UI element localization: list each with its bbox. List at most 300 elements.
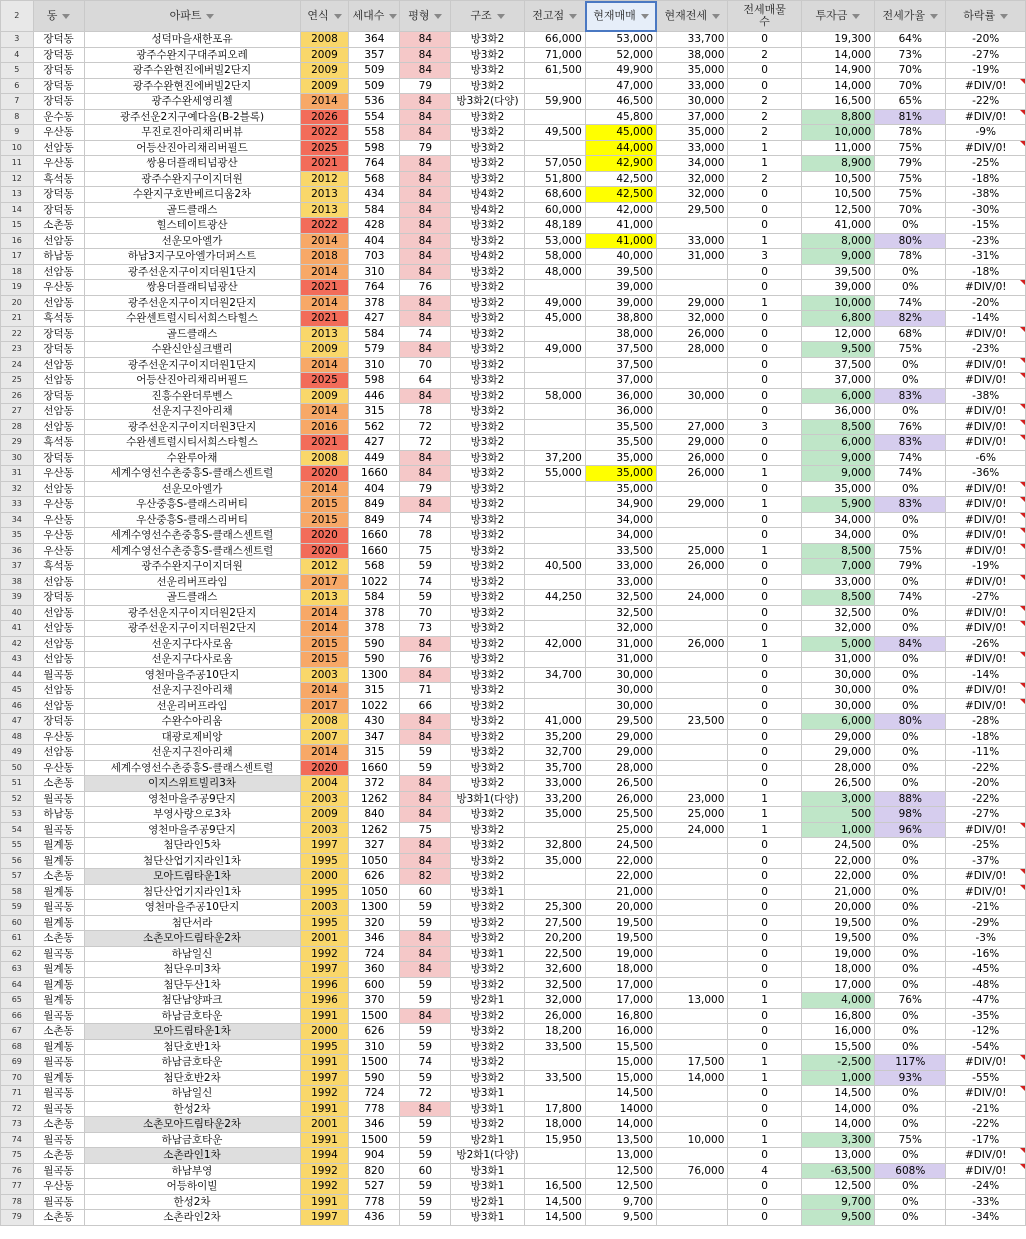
cell-current-jeonse[interactable]: 26,000: [657, 636, 728, 652]
filter-dropdown-icon[interactable]: [852, 14, 860, 19]
cell-size[interactable]: 59: [400, 1024, 451, 1040]
cell-jeonse-listings[interactable]: 0: [728, 512, 801, 528]
cell-jeonse-ratio[interactable]: 0%: [875, 729, 946, 745]
cell-drop-rate[interactable]: #DIV/0!: [946, 869, 1026, 885]
cell-drop-rate[interactable]: -45%: [946, 962, 1026, 978]
row-number[interactable]: 19: [1, 280, 34, 296]
cell-jeonse-ratio[interactable]: 0%: [875, 218, 946, 234]
cell-investment[interactable]: -2,500: [801, 1055, 874, 1071]
cell-investment[interactable]: 37,000: [801, 373, 874, 389]
cell-jeonse-ratio[interactable]: 0%: [875, 1179, 946, 1195]
row-number[interactable]: 59: [1, 900, 34, 916]
cell-current-price[interactable]: 15,000: [585, 1070, 656, 1086]
cell-jeonse-listings[interactable]: 1: [728, 993, 801, 1009]
cell-jeonse-ratio[interactable]: 0%: [875, 481, 946, 497]
cell-size[interactable]: 82: [400, 869, 451, 885]
cell-investment[interactable]: 19,000: [801, 946, 874, 962]
cell-peak-price[interactable]: 49,000: [524, 295, 585, 311]
cell-current-price[interactable]: 47,000: [585, 78, 656, 94]
table-row[interactable]: [1, 311, 1026, 327]
cell-year[interactable]: 2014: [300, 683, 349, 699]
cell-size[interactable]: 75: [400, 822, 451, 838]
cell-structure[interactable]: 방3화2: [451, 450, 524, 466]
row-number[interactable]: 17: [1, 249, 34, 265]
row-number[interactable]: 43: [1, 652, 34, 668]
cell-drop-rate[interactable]: #DIV/0!: [946, 109, 1026, 125]
cell-size[interactable]: 84: [400, 931, 451, 947]
table-row[interactable]: [1, 497, 1026, 513]
cell-investment[interactable]: 9,500: [801, 342, 874, 358]
cell-jeonse-ratio[interactable]: 0%: [875, 1101, 946, 1117]
cell-apartment[interactable]: 첨단우미3차: [84, 962, 300, 978]
cell-investment[interactable]: 14,000: [801, 1101, 874, 1117]
cell-jeonse-listings[interactable]: 0: [728, 326, 801, 342]
cell-current-price[interactable]: 39,000: [585, 280, 656, 296]
cell-peak-price[interactable]: 58,000: [524, 388, 585, 404]
cell-current-price[interactable]: 19,500: [585, 915, 656, 931]
cell-peak-price[interactable]: 35,700: [524, 760, 585, 776]
filter-dropdown-icon[interactable]: [641, 14, 649, 19]
cell-investment[interactable]: 17,000: [801, 977, 874, 993]
cell-current-price[interactable]: 12,500: [585, 1179, 656, 1195]
cell-apartment[interactable]: 하남일신: [84, 946, 300, 962]
row-number[interactable]: 33: [1, 497, 34, 513]
table-row[interactable]: [1, 745, 1026, 761]
cell-jeonse-listings[interactable]: 0: [728, 450, 801, 466]
cell-jeonse-ratio[interactable]: 0%: [875, 1024, 946, 1040]
cell-current-jeonse[interactable]: 29,000: [657, 435, 728, 451]
cell-structure[interactable]: 방3화2: [451, 388, 524, 404]
cell-current-price[interactable]: 25,000: [585, 822, 656, 838]
cell-current-price[interactable]: 32,000: [585, 621, 656, 637]
cell-peak-price[interactable]: [524, 497, 585, 513]
cell-year[interactable]: 2012: [300, 171, 349, 187]
row-number[interactable]: 55: [1, 838, 34, 854]
cell-year[interactable]: 2000: [300, 869, 349, 885]
cell-size[interactable]: 59: [400, 993, 451, 1009]
cell-apartment[interactable]: 선운지구진아리채: [84, 683, 300, 699]
cell-investment[interactable]: 14,900: [801, 63, 874, 79]
cell-peak-price[interactable]: 32,700: [524, 745, 585, 761]
cell-households[interactable]: 509: [349, 78, 400, 94]
cell-drop-rate[interactable]: -28%: [946, 714, 1026, 730]
cell-drop-rate[interactable]: #DIV/0!: [946, 78, 1026, 94]
cell-dong[interactable]: 선암동: [33, 698, 84, 714]
cell-households[interactable]: 764: [349, 156, 400, 172]
cell-year[interactable]: 2020: [300, 466, 349, 482]
cell-apartment[interactable]: 수완센트럴시티서희스타힐스: [84, 311, 300, 327]
table-row[interactable]: [1, 543, 1026, 559]
cell-peak-price[interactable]: [524, 605, 585, 621]
cell-year[interactable]: 2017: [300, 574, 349, 590]
cell-investment[interactable]: 30,000: [801, 698, 874, 714]
cell-current-price[interactable]: 42,500: [585, 171, 656, 187]
cell-current-jeonse[interactable]: [657, 574, 728, 590]
cell-households[interactable]: 378: [349, 605, 400, 621]
cell-investment[interactable]: 10,000: [801, 125, 874, 141]
cell-households[interactable]: 428: [349, 218, 400, 234]
row-number[interactable]: 36: [1, 543, 34, 559]
cell-dong[interactable]: 하남동: [33, 807, 84, 823]
cell-structure[interactable]: 방3화2: [451, 512, 524, 528]
cell-households[interactable]: 1022: [349, 574, 400, 590]
table-row[interactable]: [1, 636, 1026, 652]
cell-current-jeonse[interactable]: [657, 1148, 728, 1164]
cell-jeonse-ratio[interactable]: 93%: [875, 1070, 946, 1086]
cell-investment[interactable]: 14,000: [801, 47, 874, 63]
row-number[interactable]: 61: [1, 931, 34, 947]
row-number[interactable]: 79: [1, 1210, 34, 1226]
table-row[interactable]: [1, 109, 1026, 125]
cell-investment[interactable]: 5,900: [801, 497, 874, 513]
cell-jeonse-ratio[interactable]: 0%: [875, 1194, 946, 1210]
cell-current-jeonse[interactable]: 29,000: [657, 497, 728, 513]
cell-apartment[interactable]: 어등하이빌: [84, 1179, 300, 1195]
cell-investment[interactable]: 29,000: [801, 729, 874, 745]
cell-drop-rate[interactable]: #DIV/0!: [946, 326, 1026, 342]
table-row[interactable]: [1, 47, 1026, 63]
table-row[interactable]: [1, 233, 1026, 249]
cell-households[interactable]: 703: [349, 249, 400, 265]
cell-apartment[interactable]: 진흥수완더루벤스: [84, 388, 300, 404]
cell-peak-price[interactable]: 33,500: [524, 1039, 585, 1055]
cell-jeonse-listings[interactable]: 2: [728, 125, 801, 141]
cell-drop-rate[interactable]: -27%: [946, 590, 1026, 606]
cell-dong[interactable]: 월곡동: [33, 946, 84, 962]
cell-structure[interactable]: 방3화2: [451, 404, 524, 420]
cell-jeonse-ratio[interactable]: 0%: [875, 1210, 946, 1226]
cell-structure[interactable]: 방4화2: [451, 249, 524, 265]
cell-dong[interactable]: 흑석동: [33, 171, 84, 187]
cell-jeonse-ratio[interactable]: 75%: [875, 187, 946, 203]
row-number[interactable]: 52: [1, 791, 34, 807]
cell-current-jeonse[interactable]: [657, 218, 728, 234]
cell-jeonse-ratio[interactable]: 74%: [875, 590, 946, 606]
cell-drop-rate[interactable]: #DIV/0!: [946, 140, 1026, 156]
cell-apartment[interactable]: 모아드림타운1차: [84, 869, 300, 885]
cell-structure[interactable]: 방3화2: [451, 822, 524, 838]
cell-current-price[interactable]: 34,900: [585, 497, 656, 513]
cell-peak-price[interactable]: 44,250: [524, 590, 585, 606]
cell-drop-rate[interactable]: #DIV/0!: [946, 481, 1026, 497]
cell-size[interactable]: 84: [400, 729, 451, 745]
row-number[interactable]: 10: [1, 140, 34, 156]
cell-year[interactable]: 2022: [300, 125, 349, 141]
cell-size[interactable]: 84: [400, 249, 451, 265]
cell-apartment[interactable]: 광주선운지구이지더원1단지: [84, 357, 300, 373]
cell-households[interactable]: 1500: [349, 1055, 400, 1071]
table-row[interactable]: [1, 140, 1026, 156]
row-number[interactable]: 14: [1, 202, 34, 218]
table-row[interactable]: [1, 1163, 1026, 1179]
cell-drop-rate[interactable]: -12%: [946, 1024, 1026, 1040]
cell-jeonse-listings[interactable]: 0: [728, 760, 801, 776]
cell-jeonse-listings[interactable]: 1: [728, 233, 801, 249]
cell-current-price[interactable]: 14,000: [585, 1117, 656, 1133]
cell-apartment[interactable]: 광주선운지구이지더원2단지: [84, 621, 300, 637]
cell-investment[interactable]: 21,000: [801, 884, 874, 900]
cell-structure[interactable]: 방3화2: [451, 311, 524, 327]
table-row[interactable]: [1, 605, 1026, 621]
cell-households[interactable]: 1660: [349, 760, 400, 776]
cell-current-price[interactable]: 42,900: [585, 156, 656, 172]
cell-apartment[interactable]: 선운지구다사로움: [84, 652, 300, 668]
cell-households[interactable]: 378: [349, 621, 400, 637]
row-number[interactable]: 12: [1, 171, 34, 187]
cell-structure[interactable]: 방4화2: [451, 187, 524, 203]
cell-current-price[interactable]: 37,000: [585, 373, 656, 389]
cell-peak-price[interactable]: [524, 512, 585, 528]
cell-jeonse-listings[interactable]: 2: [728, 171, 801, 187]
row-number[interactable]: 22: [1, 326, 34, 342]
cell-drop-rate[interactable]: -19%: [946, 559, 1026, 575]
row-number[interactable]: 75: [1, 1148, 34, 1164]
cell-households[interactable]: 600: [349, 977, 400, 993]
cell-households[interactable]: 584: [349, 202, 400, 218]
cell-investment[interactable]: 22,000: [801, 869, 874, 885]
cell-year[interactable]: 2020: [300, 760, 349, 776]
cell-current-jeonse[interactable]: 30,000: [657, 94, 728, 110]
cell-jeonse-ratio[interactable]: 0%: [875, 574, 946, 590]
cell-jeonse-listings[interactable]: 0: [728, 977, 801, 993]
cell-current-price[interactable]: 44,000: [585, 140, 656, 156]
row-number[interactable]: 76: [1, 1163, 34, 1179]
cell-structure[interactable]: 방3화1: [451, 1086, 524, 1102]
cell-current-price[interactable]: 45,800: [585, 109, 656, 125]
cell-drop-rate[interactable]: -36%: [946, 466, 1026, 482]
cell-households[interactable]: 724: [349, 1086, 400, 1102]
row-number[interactable]: 18: [1, 264, 34, 280]
cell-households[interactable]: 724: [349, 946, 400, 962]
cell-investment[interactable]: 28,000: [801, 760, 874, 776]
cell-size[interactable]: 60: [400, 884, 451, 900]
cell-year[interactable]: 2013: [300, 326, 349, 342]
cell-dong[interactable]: 소촌동: [33, 869, 84, 885]
row-number[interactable]: 8: [1, 109, 34, 125]
cell-apartment[interactable]: 광주선운지구이지더원2단지: [84, 605, 300, 621]
cell-peak-price[interactable]: [524, 357, 585, 373]
row-number[interactable]: 45: [1, 683, 34, 699]
cell-year[interactable]: 1996: [300, 977, 349, 993]
row-number[interactable]: 53: [1, 807, 34, 823]
cell-apartment[interactable]: 골드클래스: [84, 202, 300, 218]
row-number[interactable]: 38: [1, 574, 34, 590]
cell-households[interactable]: 315: [349, 683, 400, 699]
cell-jeonse-listings[interactable]: 0: [728, 1024, 801, 1040]
cell-year[interactable]: 2003: [300, 900, 349, 916]
cell-year[interactable]: 1991: [300, 1132, 349, 1148]
filter-dropdown-icon[interactable]: [930, 14, 938, 19]
cell-apartment[interactable]: 쌍용더플래티넘광산: [84, 156, 300, 172]
cell-current-price[interactable]: 22,000: [585, 869, 656, 885]
cell-current-price[interactable]: 19,000: [585, 946, 656, 962]
cell-jeonse-listings[interactable]: 3: [728, 419, 801, 435]
cell-investment[interactable]: 34,000: [801, 512, 874, 528]
cell-year[interactable]: 2009: [300, 807, 349, 823]
cell-drop-rate[interactable]: -34%: [946, 1210, 1026, 1226]
cell-households[interactable]: 764: [349, 280, 400, 296]
cell-structure[interactable]: 방3화2: [451, 373, 524, 389]
cell-households[interactable]: 562: [349, 419, 400, 435]
cell-drop-rate[interactable]: #DIV/0!: [946, 574, 1026, 590]
cell-peak-price[interactable]: [524, 822, 585, 838]
cell-peak-price[interactable]: [524, 280, 585, 296]
cell-current-price[interactable]: 9,700: [585, 1194, 656, 1210]
cell-current-price[interactable]: 32,500: [585, 605, 656, 621]
cell-dong[interactable]: 월곡동: [33, 1163, 84, 1179]
cell-current-jeonse[interactable]: [657, 977, 728, 993]
cell-drop-rate[interactable]: #DIV/0!: [946, 497, 1026, 513]
cell-current-price[interactable]: 40,000: [585, 249, 656, 265]
cell-peak-price[interactable]: 60,000: [524, 202, 585, 218]
cell-year[interactable]: 2022: [300, 218, 349, 234]
cell-current-price[interactable]: 35,000: [585, 466, 656, 482]
cell-drop-rate[interactable]: #DIV/0!: [946, 512, 1026, 528]
row-number[interactable]: 74: [1, 1132, 34, 1148]
cell-current-price[interactable]: 17,000: [585, 977, 656, 993]
cell-dong[interactable]: 장덕동: [33, 342, 84, 358]
cell-current-price[interactable]: 33,000: [585, 559, 656, 575]
cell-peak-price[interactable]: 32,000: [524, 993, 585, 1009]
table-row[interactable]: [1, 729, 1026, 745]
cell-peak-price[interactable]: [524, 698, 585, 714]
filter-dropdown-icon[interactable]: [434, 14, 442, 19]
cell-current-price[interactable]: 13,500: [585, 1132, 656, 1148]
cell-drop-rate[interactable]: -30%: [946, 202, 1026, 218]
cell-current-jeonse[interactable]: 27,000: [657, 419, 728, 435]
cell-year[interactable]: 2025: [300, 140, 349, 156]
column-header-peak-price[interactable]: [524, 1, 585, 32]
cell-apartment[interactable]: 수완신안실크밸리: [84, 342, 300, 358]
cell-households[interactable]: 404: [349, 233, 400, 249]
cell-structure[interactable]: 방3화2: [451, 295, 524, 311]
cell-jeonse-listings[interactable]: 0: [728, 590, 801, 606]
cell-apartment[interactable]: 소촌라인1차: [84, 1148, 300, 1164]
cell-apartment[interactable]: 광주수완지구이지더원: [84, 559, 300, 575]
cell-jeonse-listings[interactable]: 1: [728, 822, 801, 838]
cell-jeonse-listings[interactable]: 0: [728, 574, 801, 590]
cell-peak-price[interactable]: 41,000: [524, 714, 585, 730]
cell-dong[interactable]: 장덕동: [33, 590, 84, 606]
cell-current-jeonse[interactable]: 10,000: [657, 1132, 728, 1148]
cell-investment[interactable]: 16,800: [801, 1008, 874, 1024]
cell-size[interactable]: 84: [400, 714, 451, 730]
cell-drop-rate[interactable]: -18%: [946, 264, 1026, 280]
cell-year[interactable]: 2009: [300, 388, 349, 404]
cell-jeonse-listings[interactable]: 4: [728, 1163, 801, 1179]
cell-dong[interactable]: 선암동: [33, 140, 84, 156]
cell-drop-rate[interactable]: #DIV/0!: [946, 822, 1026, 838]
cell-size[interactable]: 84: [400, 388, 451, 404]
cell-jeonse-ratio[interactable]: 0%: [875, 621, 946, 637]
cell-drop-rate[interactable]: -38%: [946, 388, 1026, 404]
cell-apartment[interactable]: 선운모아엘가: [84, 233, 300, 249]
cell-size[interactable]: 84: [400, 218, 451, 234]
cell-current-jeonse[interactable]: 33,700: [657, 32, 728, 48]
cell-households[interactable]: 584: [349, 590, 400, 606]
cell-size[interactable]: 84: [400, 450, 451, 466]
cell-households[interactable]: 579: [349, 342, 400, 358]
cell-current-jeonse[interactable]: 17,500: [657, 1055, 728, 1071]
cell-dong[interactable]: 월곡동: [33, 1008, 84, 1024]
cell-dong[interactable]: 선암동: [33, 652, 84, 668]
cell-dong[interactable]: 소촌동: [33, 218, 84, 234]
cell-investment[interactable]: 13,000: [801, 1148, 874, 1164]
cell-structure[interactable]: 방3화2: [451, 853, 524, 869]
cell-size[interactable]: 79: [400, 481, 451, 497]
cell-size[interactable]: 75: [400, 543, 451, 559]
cell-dong[interactable]: 월곡동: [33, 1132, 84, 1148]
cell-jeonse-ratio[interactable]: 0%: [875, 915, 946, 931]
cell-apartment[interactable]: 우산중흥S-클래스리버티: [84, 512, 300, 528]
cell-households[interactable]: 449: [349, 450, 400, 466]
cell-jeonse-listings[interactable]: 2: [728, 47, 801, 63]
row-number[interactable]: 51: [1, 776, 34, 792]
table-row[interactable]: [1, 838, 1026, 854]
cell-investment[interactable]: 8,500: [801, 543, 874, 559]
table-row[interactable]: [1, 1024, 1026, 1040]
cell-current-price[interactable]: 31,000: [585, 636, 656, 652]
table-row[interactable]: [1, 1055, 1026, 1071]
cell-peak-price[interactable]: [524, 435, 585, 451]
cell-peak-price[interactable]: 33,000: [524, 776, 585, 792]
cell-households[interactable]: 346: [349, 931, 400, 947]
cell-size[interactable]: 84: [400, 1101, 451, 1117]
cell-dong[interactable]: 선암동: [33, 357, 84, 373]
cell-structure[interactable]: 방3화2: [451, 652, 524, 668]
table-row[interactable]: [1, 621, 1026, 637]
cell-year[interactable]: 2009: [300, 342, 349, 358]
cell-apartment[interactable]: 영천마을주공10단지: [84, 667, 300, 683]
table-row[interactable]: [1, 373, 1026, 389]
cell-peak-price[interactable]: [524, 481, 585, 497]
cell-investment[interactable]: 9,700: [801, 1194, 874, 1210]
table-row[interactable]: [1, 94, 1026, 110]
cell-jeonse-listings[interactable]: 0: [728, 1148, 801, 1164]
cell-apartment[interactable]: 영천마을주공9단지: [84, 791, 300, 807]
cell-peak-price[interactable]: [524, 373, 585, 389]
cell-peak-price[interactable]: 58,000: [524, 249, 585, 265]
cell-drop-rate[interactable]: -11%: [946, 745, 1026, 761]
cell-peak-price[interactable]: [524, 109, 585, 125]
row-number[interactable]: 5: [1, 63, 34, 79]
cell-jeonse-listings[interactable]: 0: [728, 667, 801, 683]
cell-dong[interactable]: 월계동: [33, 838, 84, 854]
cell-apartment[interactable]: 첨단호반1차: [84, 1039, 300, 1055]
cell-jeonse-ratio[interactable]: 0%: [875, 605, 946, 621]
cell-peak-price[interactable]: 20,200: [524, 931, 585, 947]
column-header-jeonse-listings[interactable]: [728, 1, 801, 32]
cell-size[interactable]: 84: [400, 946, 451, 962]
cell-year[interactable]: 1991: [300, 1008, 349, 1024]
table-row[interactable]: [1, 466, 1026, 482]
cell-current-jeonse[interactable]: 38,000: [657, 47, 728, 63]
cell-structure[interactable]: 방3화2: [451, 590, 524, 606]
cell-current-price[interactable]: 39,000: [585, 295, 656, 311]
cell-dong[interactable]: 소촌동: [33, 1148, 84, 1164]
cell-peak-price[interactable]: 27,500: [524, 915, 585, 931]
cell-drop-rate[interactable]: #DIV/0!: [946, 884, 1026, 900]
cell-current-price[interactable]: 30,000: [585, 698, 656, 714]
cell-year[interactable]: 1997: [300, 962, 349, 978]
cell-dong[interactable]: 장덕동: [33, 450, 84, 466]
cell-peak-price[interactable]: 17,800: [524, 1101, 585, 1117]
cell-size[interactable]: 73: [400, 621, 451, 637]
filter-dropdown-icon[interactable]: [62, 14, 70, 19]
cell-size[interactable]: 72: [400, 435, 451, 451]
cell-dong[interactable]: 장덕동: [33, 63, 84, 79]
cell-jeonse-ratio[interactable]: 74%: [875, 295, 946, 311]
